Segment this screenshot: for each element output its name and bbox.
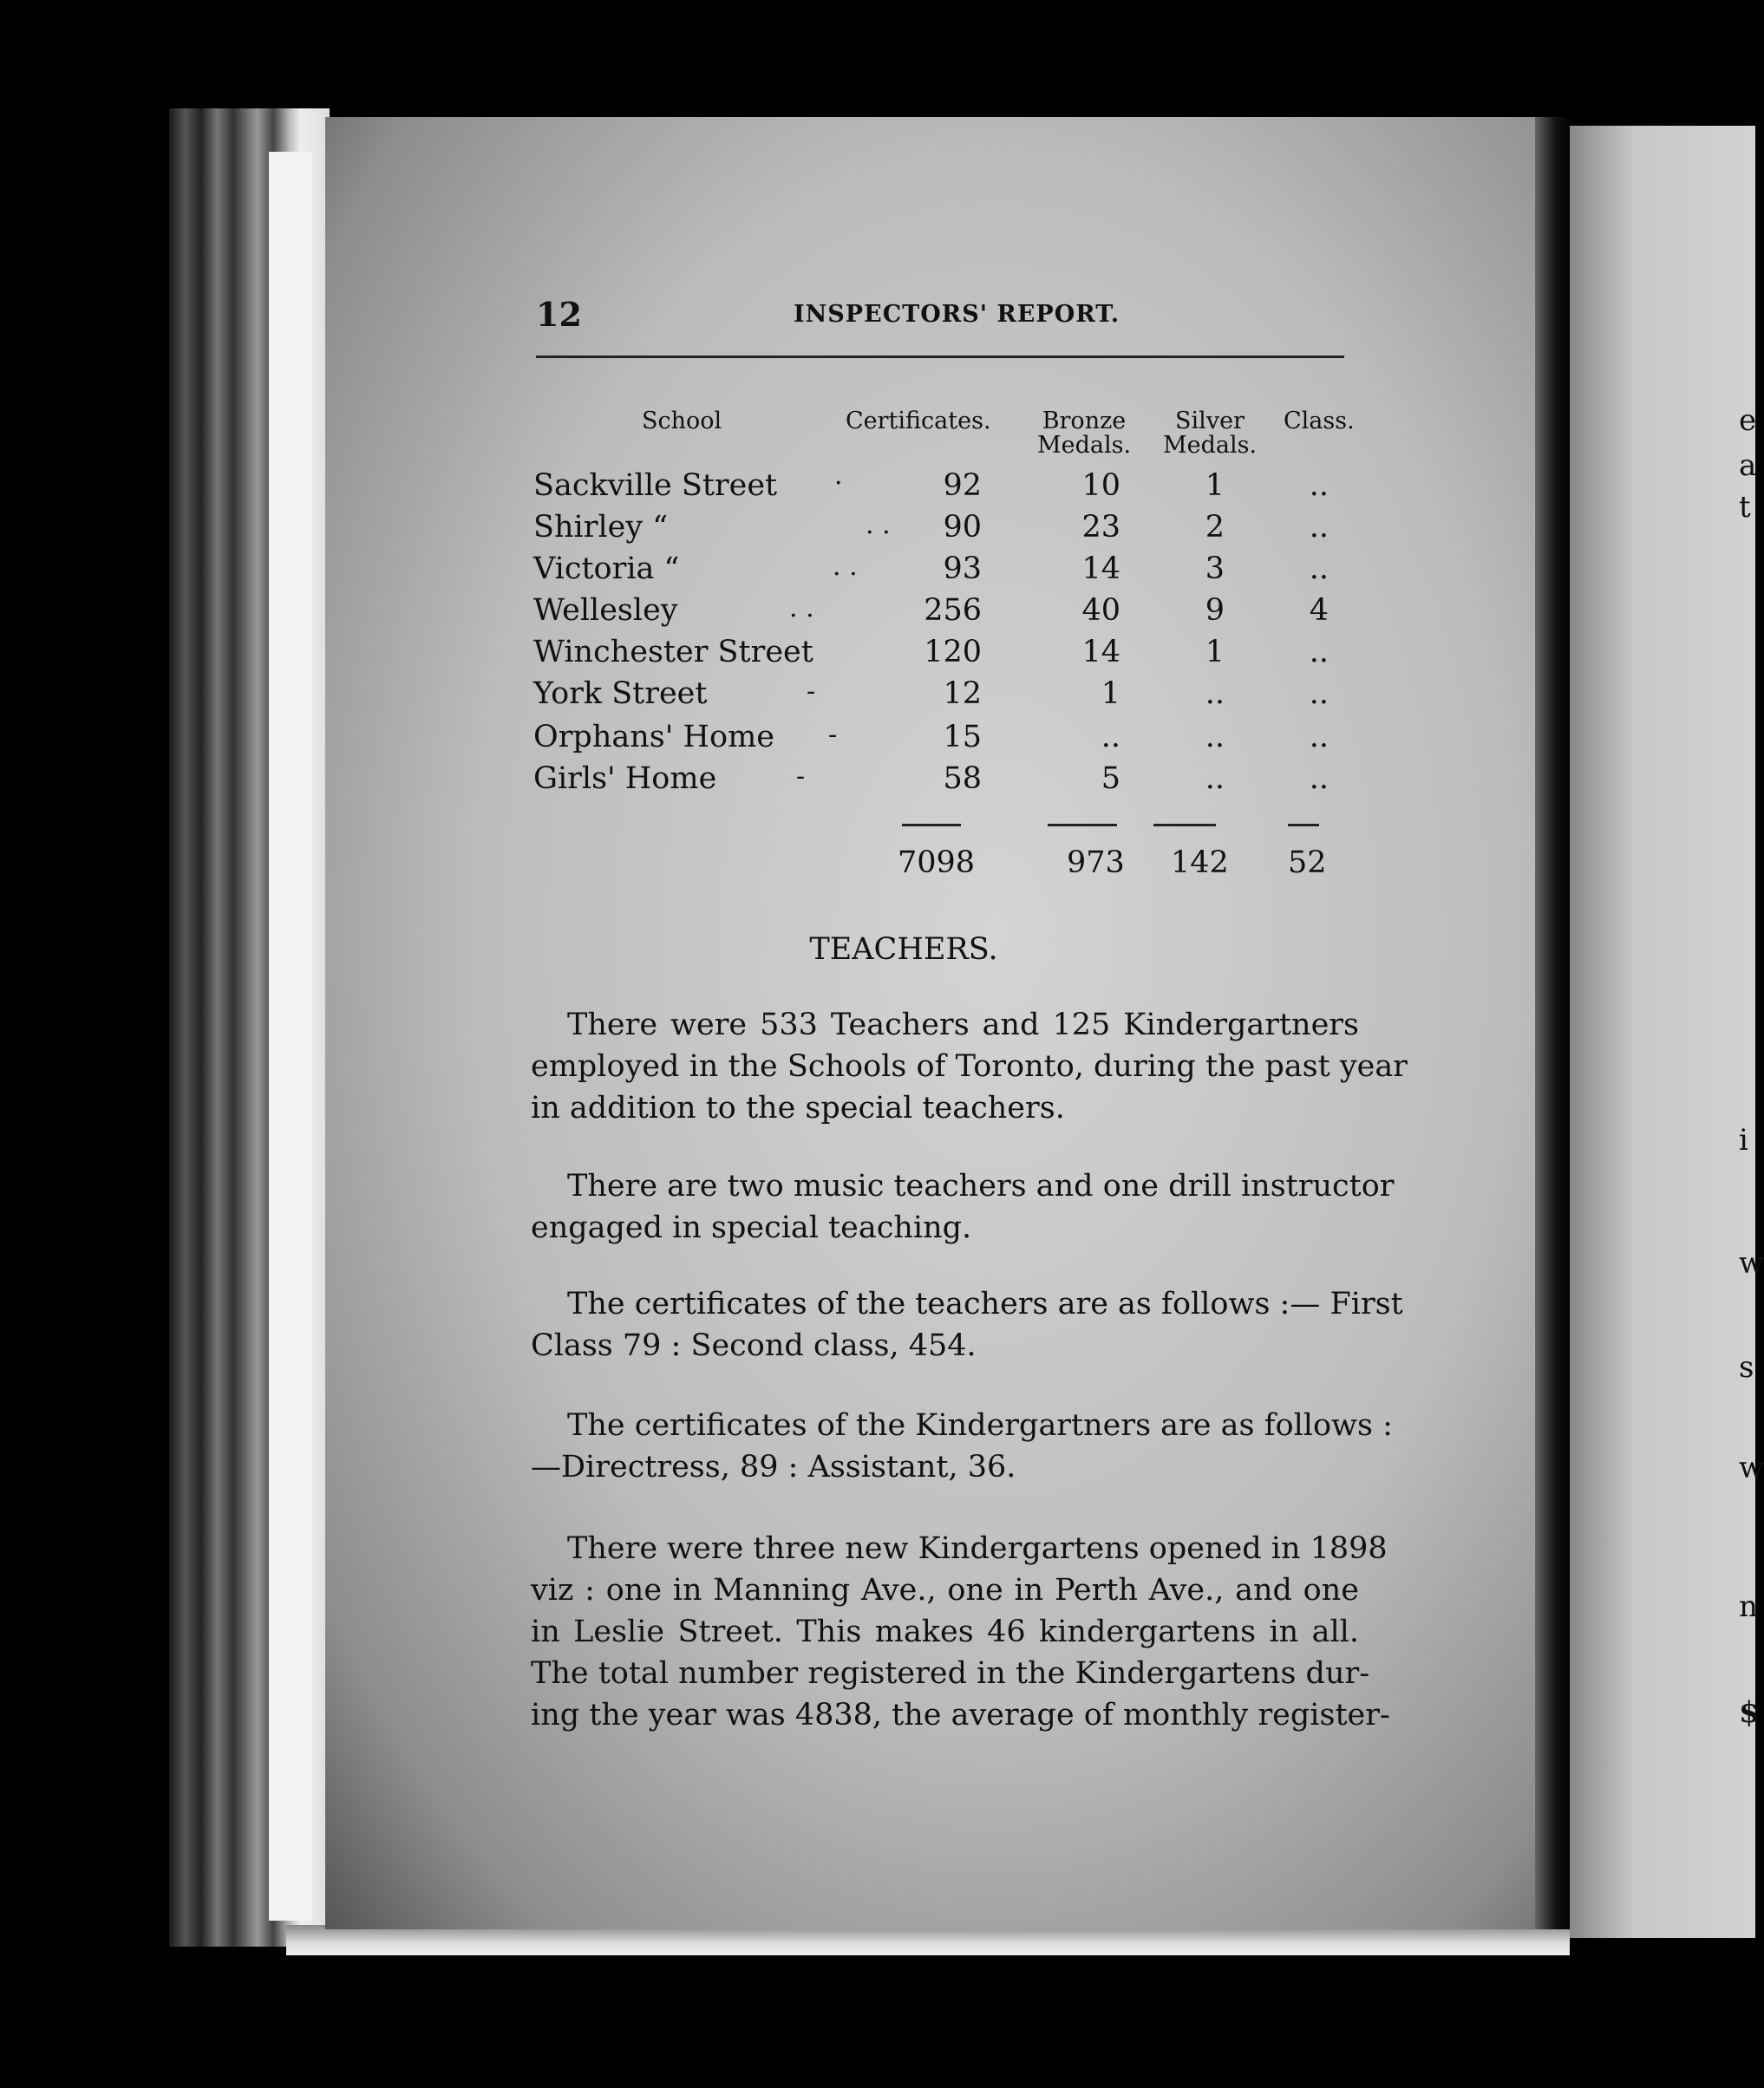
row-silver: .. — [1205, 720, 1225, 754]
total-rule — [1048, 824, 1117, 826]
section-title: TEACHERS. — [809, 932, 998, 967]
row-leader: · — [834, 468, 843, 499]
paragraph-line: There are two music teachers and one drill instructor — [567, 1169, 1395, 1204]
row-silver: 2 — [1205, 510, 1225, 545]
table-row — [0, 551, 1755, 591]
row-leader: - — [828, 720, 838, 750]
row-bronze: 5 — [1101, 761, 1120, 796]
paragraph-line: viz : one in Manning Ave., one in Perth Ave., and one — [531, 1573, 1359, 1608]
row-certificates: 256 — [924, 593, 982, 628]
total-rule — [902, 824, 961, 826]
row-bronze: .. — [1101, 720, 1120, 754]
facing-page-fragment: s — [1739, 1350, 1754, 1385]
row-school-name: York Street — [533, 676, 708, 711]
paragraph — [531, 1165, 1395, 1249]
row-certificates: 93 — [943, 551, 982, 586]
row-leader: - — [796, 761, 806, 792]
column-header-bronze-line2: Medals. — [1036, 432, 1132, 459]
row-bronze: 23 — [1081, 510, 1120, 545]
book-gutter — [1535, 117, 1570, 1929]
paragraph-line: ing the year was 4838, the average of monthly register- — [531, 1698, 1390, 1732]
row-silver: 1 — [1205, 635, 1225, 669]
table-row — [0, 761, 1755, 801]
table-row — [0, 593, 1755, 633]
row-silver: 9 — [1205, 593, 1225, 628]
row-school-name: Victoria “ — [533, 551, 680, 586]
row-silver: 3 — [1205, 551, 1225, 586]
paragraph-line: employed in the Schools of Toronto, during the past year — [531, 1049, 1408, 1084]
paragraph-line: The total number registered in the Kindergartens dur- — [531, 1656, 1370, 1691]
column-header-bronze-line1: Bronze — [1042, 408, 1127, 434]
facing-page-fragment: w — [1739, 1451, 1764, 1485]
table-row — [0, 720, 1755, 760]
row-silver: 1 — [1205, 468, 1225, 503]
paragraph-line: There were three new Kindergartens opened in 1898 — [567, 1531, 1388, 1566]
row-certificates: 58 — [943, 761, 982, 796]
row-school-name: Winchester Street — [533, 635, 813, 669]
column-header-silver-line2: Medals. — [1162, 432, 1258, 459]
facing-page-fragment: i — [1739, 1123, 1748, 1158]
row-class: .. — [1309, 761, 1329, 796]
row-class: 4 — [1309, 593, 1329, 628]
paragraph-line: —Directress, 89 : Assistant, 36. — [531, 1450, 1016, 1484]
total-class: 52 — [1288, 845, 1327, 880]
table-row — [0, 676, 1755, 716]
facing-page — [1570, 126, 1764, 1938]
row-class: .. — [1309, 468, 1329, 503]
facing-page-fragment: a — [1739, 448, 1757, 483]
row-leader: . . — [866, 510, 891, 540]
facing-page-fragment: $ — [1739, 1695, 1760, 1730]
facing-page-fragment: w — [1739, 1246, 1764, 1281]
row-leader: - — [807, 676, 816, 707]
row-class: .. — [1309, 510, 1329, 545]
facing-page-fragment: e — [1739, 403, 1757, 438]
row-leader: . . — [789, 593, 814, 623]
paragraph — [531, 1405, 1393, 1488]
row-class: .. — [1309, 720, 1329, 754]
running-header: INSPECTORS' REPORT. — [794, 301, 1120, 328]
paragraph — [531, 1528, 1390, 1736]
total-silver: 142 — [1171, 845, 1229, 880]
row-silver: .. — [1205, 761, 1225, 796]
header-rule — [536, 356, 1344, 358]
table-row — [0, 510, 1755, 550]
column-header-bronze — [1036, 409, 1132, 458]
paragraph-line: The certificates of the teachers are as follows :— First — [567, 1287, 1403, 1321]
row-bronze: 40 — [1081, 593, 1120, 628]
row-school-name: Wellesley — [533, 593, 678, 628]
page-number: 12 — [536, 295, 582, 334]
column-header-class: Class. — [1284, 408, 1355, 434]
row-bronze: 14 — [1081, 635, 1120, 669]
row-certificates: 12 — [943, 676, 982, 711]
paragraph — [531, 1004, 1408, 1129]
row-school-name: Orphans' Home — [533, 720, 774, 754]
row-school-name: Shirley “ — [533, 510, 669, 545]
table-row — [0, 468, 1755, 508]
total-certificates: 7098 — [898, 845, 976, 880]
row-silver: .. — [1205, 676, 1225, 711]
row-class: .. — [1309, 551, 1329, 586]
row-bronze: 10 — [1081, 468, 1120, 503]
paragraph-line: in addition to the special teachers. — [531, 1091, 1065, 1126]
row-certificates: 120 — [924, 635, 982, 669]
row-certificates: 92 — [943, 468, 982, 503]
row-school-name: Sackville Street — [533, 468, 778, 503]
row-certificates: 15 — [943, 720, 982, 754]
column-header-certificates: Certificates. — [846, 408, 991, 434]
row-class: .. — [1309, 635, 1329, 669]
row-bronze: 1 — [1101, 676, 1120, 711]
column-header-silver — [1162, 409, 1258, 458]
paragraph-line: The certificates of the Kindergartners are as follows : — [567, 1408, 1393, 1443]
paragraph-line: There were 533 Teachers and 125 Kindergartners — [567, 1008, 1359, 1042]
total-rule — [1288, 824, 1319, 826]
total-bronze: 973 — [1067, 845, 1125, 880]
page-edge-strip — [269, 152, 312, 1921]
row-leader: . . — [833, 551, 858, 582]
paragraph-line: engaged in special teaching. — [531, 1210, 972, 1245]
row-certificates: 90 — [943, 510, 982, 545]
row-school-name: Girls' Home — [533, 761, 717, 796]
facing-page-fragment: t — [1739, 490, 1751, 525]
book-bottom-edge — [286, 1925, 1570, 1955]
paragraph-line: in Leslie Street. This makes 46 kindergartens in all. — [531, 1615, 1359, 1649]
paragraph — [531, 1283, 1403, 1367]
column-header-silver-line1: Silver — [1175, 408, 1245, 434]
paragraph-line: Class 79 : Second class, 454. — [531, 1328, 977, 1363]
column-header-school: School — [642, 408, 722, 434]
facing-page-fragment: n — [1739, 1589, 1758, 1624]
total-rule — [1153, 824, 1216, 826]
row-class: .. — [1309, 676, 1329, 711]
row-bronze: 14 — [1081, 551, 1120, 586]
table-row — [0, 635, 1755, 675]
